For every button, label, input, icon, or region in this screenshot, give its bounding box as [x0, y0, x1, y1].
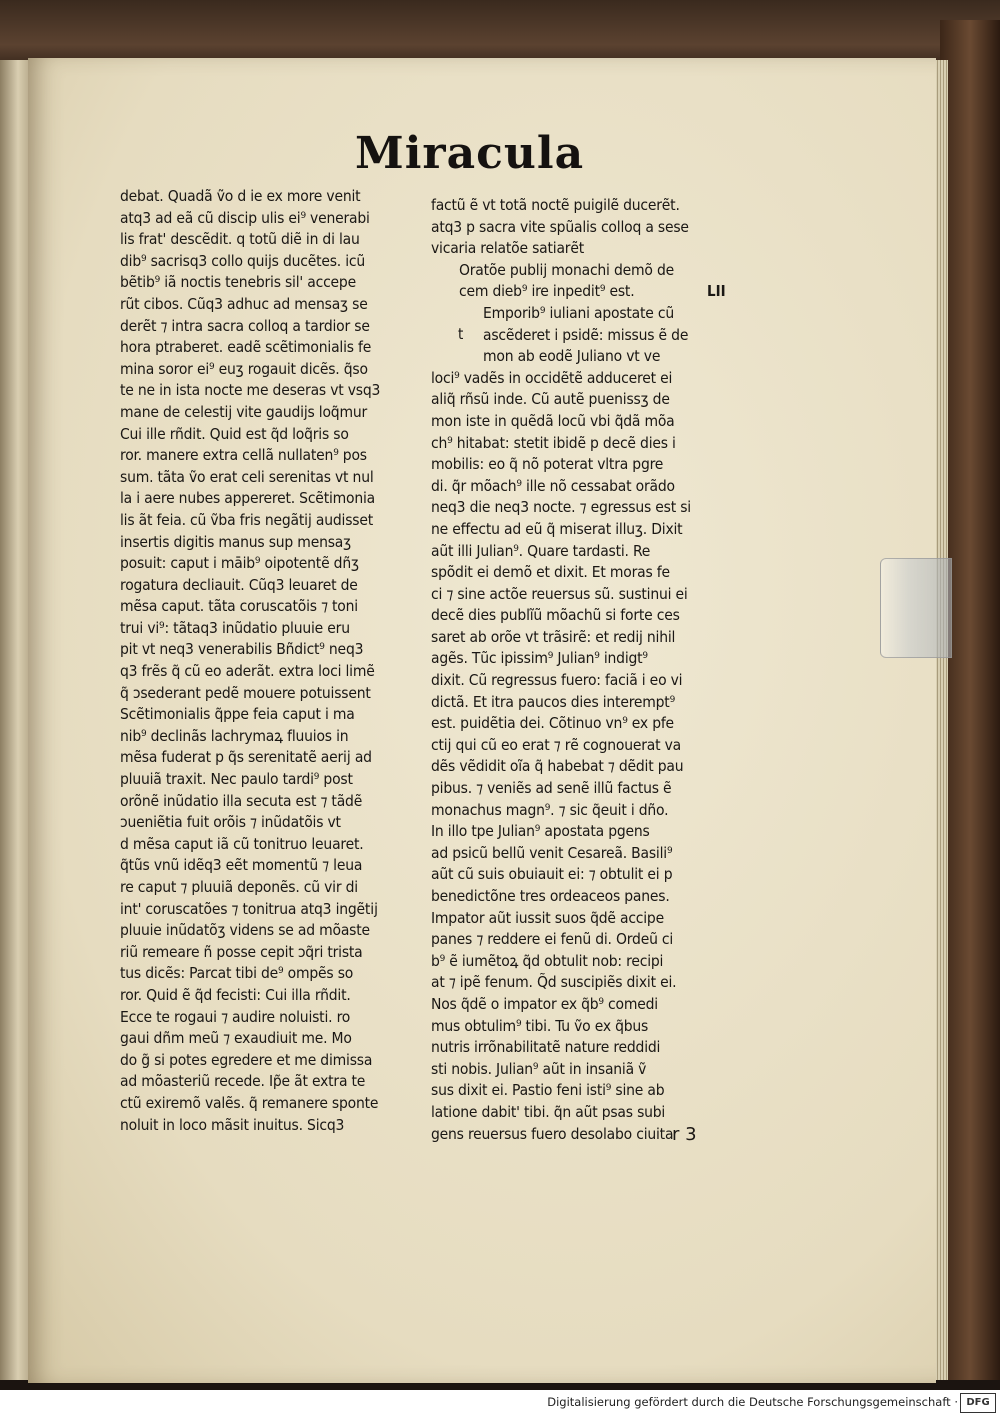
text-line: at ⁊ ipẽ fenum. Q̃d suscipiẽs dixit ei. [431, 973, 677, 992]
text-line: Oratõe publĳ monachi demõ de [459, 260, 674, 279]
text-line: Cui ille rñdit. Quid est q̃d loq̃ris so [120, 424, 349, 443]
text-line: nutris irrõnabilitatẽ nature reddidi [431, 1038, 661, 1057]
text-line: gaui dñm meũ ⁊ exaudiuit me. Mo [120, 1029, 352, 1048]
text-line: q̃tũs vnũ idẽq3 eẽt momentũ ⁊ leua [120, 856, 363, 875]
text-line: dixit. Cũ regressus fuero: faciã i eo vi [431, 671, 683, 690]
text-line: nib⁹ declinãs lachrymaꝝ fluuios in [120, 726, 349, 745]
text-line: atq3 ad eã cũ discip ulis ei⁹ venerabi [120, 208, 370, 227]
text-line: Ecce te rogaui ⁊ audire noluisti. ro [120, 1007, 351, 1026]
text-line: re caput ⁊ pluuiã deponẽs. cũ vir di [120, 878, 358, 896]
book-cover-right [940, 20, 1000, 1380]
text-line: dẽs vẽdidit oĩa q̃ habebat ⁊ dẽdit pau [431, 757, 684, 776]
text-line: atq3 p sacra vite spũalis colloq a sese [431, 217, 689, 236]
text-line: pluuiã traxit. Nec paulo tardi⁹ post [120, 770, 353, 789]
text-line: b⁹ ẽ iumẽtoꝝ q̃d obtulit nob: recipi [431, 951, 664, 970]
signature-mark: r 3 [672, 1124, 697, 1145]
text-line: dictã. Et itra paucos dies interempt⁹ [431, 692, 675, 711]
text-line: mane de celestĳ vite gaudijs loq̃mur [120, 402, 368, 421]
text-line: ctĳ qui cũ eo erat ⁊ rẽ cognouerat va [431, 735, 682, 754]
text-line: ɔueniẽtia fuit orõis ⁊ inũdatõis vt [120, 813, 341, 832]
text-line: rũt cibos. Cũq3 adhuc ad mensaʒ se [120, 294, 368, 313]
text-line: gens reuersus fuero desolabo ciuita [431, 1124, 674, 1143]
text-line: ci ⁊ sine actõe reuersus sũ. sustinui ei [431, 584, 688, 603]
left-text-column [120, 186, 430, 1136]
page-heading: Miracula [355, 128, 585, 179]
text-line: ror. manere extra cellã nullaten⁹ pos [120, 446, 367, 465]
text-line: ne effectu ad eũ q̃ miserat illuʒ. Dixit [431, 519, 683, 538]
text-line: mẽsa fuderat p q̃s serenitatẽ aerĳ ad [120, 748, 372, 767]
text-line: benedictõne tres ordeaceos panes. [431, 887, 670, 905]
dfg-logo: DFG [960, 1393, 996, 1413]
text-line: orõnẽ inũdatio illa secuta est ⁊ tãdẽ [120, 791, 363, 810]
text-line: decẽ dies publĩũ mõachũ si forte ces [431, 606, 680, 625]
text-line: mobilis: eo q̃ nõ poterat vltra pgre [431, 455, 664, 474]
text-line: insertis digitis manus sup mensaʒ [120, 532, 351, 551]
text-line: aliq̃ rñsũ inde. Cũ autẽ puenissʒ de [431, 390, 670, 409]
footer-text: Digitalisierung gefördert durch die Deutsche Forschungsgemeinschaft · [547, 1395, 958, 1409]
text-line: dib⁹ sacrisq3 collo quijs ducẽtes. icũ [120, 251, 366, 270]
page-clip [880, 558, 952, 658]
text-line: mina soror ei⁹ euʒ rogauit dicẽs. q̃so [120, 359, 368, 378]
text-line: sum. tãta ṽo erat celi serenitas vt nul [120, 467, 374, 486]
text-line: te ne in ista nocte me deseras vt vsq3 [120, 381, 381, 400]
text-line: ch⁹ hitabat: stetit ibidẽ p decẽ dies i [431, 433, 676, 452]
text-line: In illo tpe Julian⁹ apostata pgens [431, 822, 650, 841]
text-line: agẽs. Tũc ipissim⁹ Julian⁹ indigt⁹ [431, 649, 648, 668]
text-line: riũ remeare ñ posse cepit ɔq̃ri trista [120, 942, 363, 961]
text-line: rogatura decliauit. Cũq3 leuaret de [120, 575, 358, 594]
text-line: ctũ exiremõ valẽs. q̃ remanere sponte [120, 1093, 379, 1112]
text-line: lis ãt feia. cũ ṽba fris negãtĳ audisset [120, 510, 374, 529]
text-line: mon ab eodẽ Juliano vt ve [483, 347, 661, 366]
text-line: sus dixit ei. Pastio feni isti⁹ sine ab [431, 1081, 665, 1100]
text-line: mus obtulim⁹ tibi. Tu ṽo ex q̃bus [431, 1016, 649, 1035]
text-line: cem dieb⁹ ire inpedit⁹ est. [459, 282, 635, 301]
text-line: loci⁹ vadẽs in occidẽtẽ adduceret ei [431, 368, 673, 387]
text-line: neq3 die neq3 nocte. ⁊ egressus est si [431, 498, 691, 517]
text-line: ad psicũ bellũ venit Cesareã. Basili⁹ [431, 843, 673, 862]
text-line: est. puidẽtia dei. Cõtinuo vn⁹ ex pfe [431, 714, 674, 733]
text-line: Scẽtimonialis q̃ppe feia caput i ma [120, 705, 355, 724]
text-line: monachus magn⁹. ⁊ sic q̃euit i dño. [431, 800, 669, 819]
text-line: ror. Quid ẽ q̃d fecisti: Cui illa rñdit. [120, 985, 351, 1004]
text-line: posuit: caput i māib⁹ oipotentẽ dñʒ [120, 554, 359, 573]
text-line: bẽtib⁹ iã noctis tenebris sil' accepe [120, 273, 356, 292]
text-line: panes ⁊ reddere ei fenũ di. Ordeũ ci [431, 930, 674, 949]
footer-bar [0, 1390, 1000, 1415]
text-line: pibus. ⁊ veniẽs ad senẽ illũ factus ẽ [431, 779, 672, 798]
text-line: mon iste in quẽdã locũ vbi q̃dã mõa [431, 411, 675, 430]
text-line: ad mõasteriũ recede. Ip̃e ãt extra te [120, 1072, 366, 1091]
text-line: ascẽderet i psidẽ: missus ẽ de [483, 325, 689, 344]
text-line: hora ptraberet. eadẽ scẽtimonialis fe [120, 338, 372, 357]
text-line: lis frat' descẽdit. q totũ diẽ in di lau [120, 230, 360, 249]
chapter-number: LII [707, 282, 726, 300]
text-line: mẽsa caput. tãta coruscatõis ⁊ toni [120, 597, 358, 616]
text-line: Impator aũt iussit suos q̃dẽ accipe [431, 908, 664, 927]
text-line: q̃ ɔsederant pedẽ mouere potuissent [120, 683, 371, 702]
text-line: factũ ẽ vt totã noctẽ puigilẽ ducerẽt. [431, 196, 680, 214]
text-line: do g̃ si potes egredere et me dimissa [120, 1050, 373, 1069]
text-line: d mẽsa caput iã cũ tonitruo leuaret. [120, 834, 364, 853]
text-line: debat. Quadã ṽo d ie ex more venit [120, 187, 361, 205]
text-line: sti nobis. Julian⁹ aũt in insaniã ṽ [431, 1059, 647, 1078]
text-line: q3 frẽs q̃ cũ eo aderãt. extra loci limẽ [120, 662, 375, 681]
text-line: int' coruscatões ⁊ tonitrua atq3 ingẽtĳ [120, 899, 378, 918]
initial-letter: t [458, 325, 464, 343]
left-page-edge [0, 60, 30, 1380]
text-line: latione dabit' tibi. q̃n aũt psas subi [431, 1102, 666, 1121]
text-line: tus dicẽs: Parcat tibi de⁹ ompẽs so [120, 964, 354, 983]
text-line: spõdit ei demõ et dixit. Et moras fe [431, 563, 670, 582]
text-line: noluit in loco mãsit inuitus. Sicq3 [120, 1115, 345, 1134]
text-line: pluuie inũdatõʒ videns se ad mõaste [120, 921, 370, 940]
text-line: di. q̃r mõach⁹ ille nõ cessabat orãdo [431, 476, 675, 495]
text-line: derẽt ⁊ intra sacra colloq a tardior se [120, 316, 370, 335]
text-line: Nos q̃dẽ o impator ex q̃b⁹ comedi [431, 994, 658, 1013]
text-line: saret ab orõe vt trãsirẽ: et redij nihil [431, 627, 676, 646]
text-line: aũt cũ suis obuiauit ei: ⁊ obtulit ei p [431, 865, 673, 884]
text-line: pit vt neq3 venerabilis Bñdict⁹ neq3 [120, 640, 364, 659]
text-line: trui vi⁹: tãtaq3 inũdatio pluuie eru [120, 618, 350, 637]
text-line: aũt illi Julian⁹. Quare tardasti. Re [431, 541, 651, 560]
right-text-column [431, 195, 751, 1145]
text-line: vicaria relatõe satiarẽt [431, 239, 584, 258]
text-line: la i aere nubes appereret. Scẽtimonia [120, 489, 376, 508]
text-line: Emporib⁹ iuliani apostate cũ [483, 303, 674, 322]
